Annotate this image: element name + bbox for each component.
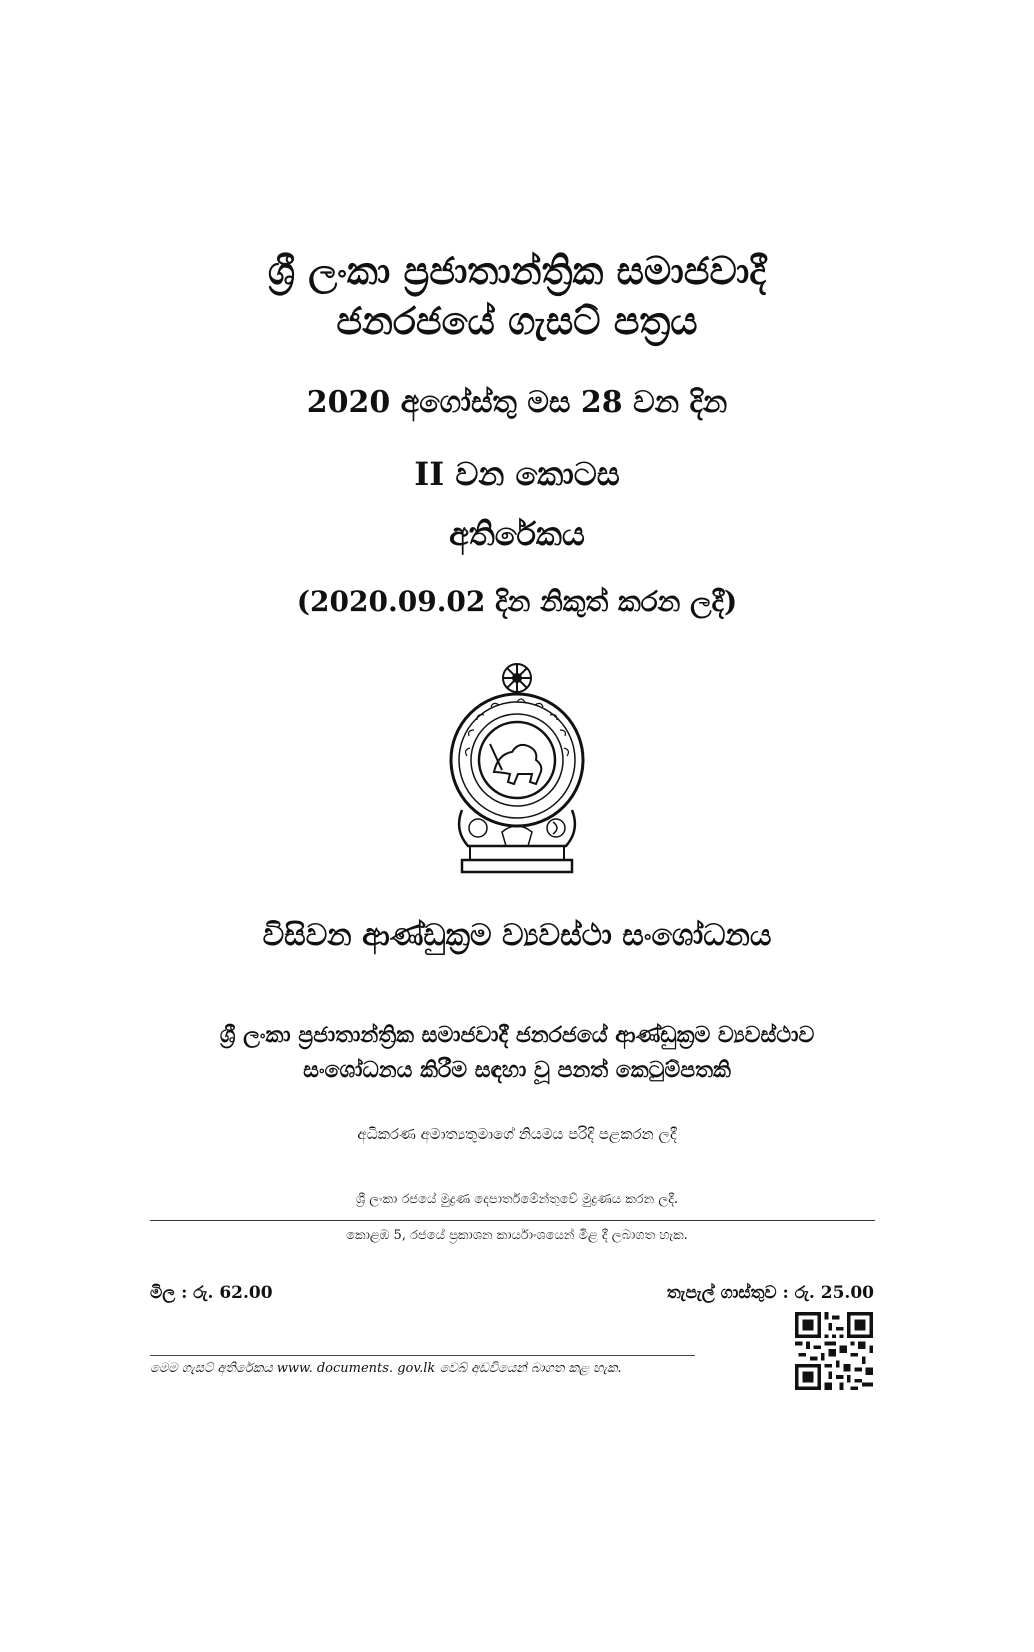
bill-description-line1: ශ්‍රී ලංකා ප්‍රජාතාන්ත්‍රික සමාජවාදී ජනරජයේ ආණ්ඩුක්‍රම ව්‍යවස්ථාව xyxy=(219,1022,815,1048)
gazette-title-line1: ශ්‍රී ලංකා ප්‍රජාතාන්ත්‍රික සමාජවාදී xyxy=(267,248,767,293)
supplement-label: අතිරේකය xyxy=(449,515,585,553)
gazette-title-line2: ජනරජයේ ගැසට් පත්‍රය xyxy=(336,298,698,343)
availability-note: කොළඹ 5, රජයේ ප්‍රකාශන කාර්යාංශයෙන් මිළ දී ලබාගත හැක. xyxy=(346,1228,688,1243)
download-note: මෙම ගැසට් අතිරේකය www. documents. gov.lk වෙබ් අඩවියෙන් බාගත කළ හැක. xyxy=(150,1361,622,1376)
issued-date: (2020.09.02 දින නිකුත් කරන ලදී) xyxy=(296,585,738,618)
price-label: මිල : රු. 62.00 xyxy=(150,1283,273,1303)
printed-by-note: ශ්‍රී ලංකා රජයේ මුද්‍රණ දෙපාර්තමේන්තුවේ මුද්‍රණය කරන ලදී. xyxy=(355,1192,679,1207)
footer-divider xyxy=(150,1220,875,1221)
postage-label: තැපැල් ගාස්තුව : රු. 25.00 xyxy=(666,1283,874,1303)
sri-lanka-national-emblem-icon xyxy=(432,660,602,880)
qr-code-icon xyxy=(795,1312,873,1390)
gazette-part: II වන කොටස xyxy=(414,455,620,493)
published-by-note: අධිකරණ අමාත්‍යතුමාගේ නියමය පරිදි පළකරන ලදී xyxy=(357,1125,677,1143)
gazette-date: 2020 අගෝස්තු මස 28 වන දින xyxy=(306,385,728,420)
amendment-title: විසිවන ආණ්ඩුක්‍රම ව්‍යවස්ථා සංශෝධනය xyxy=(262,918,772,953)
footnote-divider xyxy=(150,1355,695,1356)
bill-description-line2: සංශෝධනය කිරීම සඳහා වූ පනත් කෙටුම්පතකි xyxy=(303,1057,731,1083)
